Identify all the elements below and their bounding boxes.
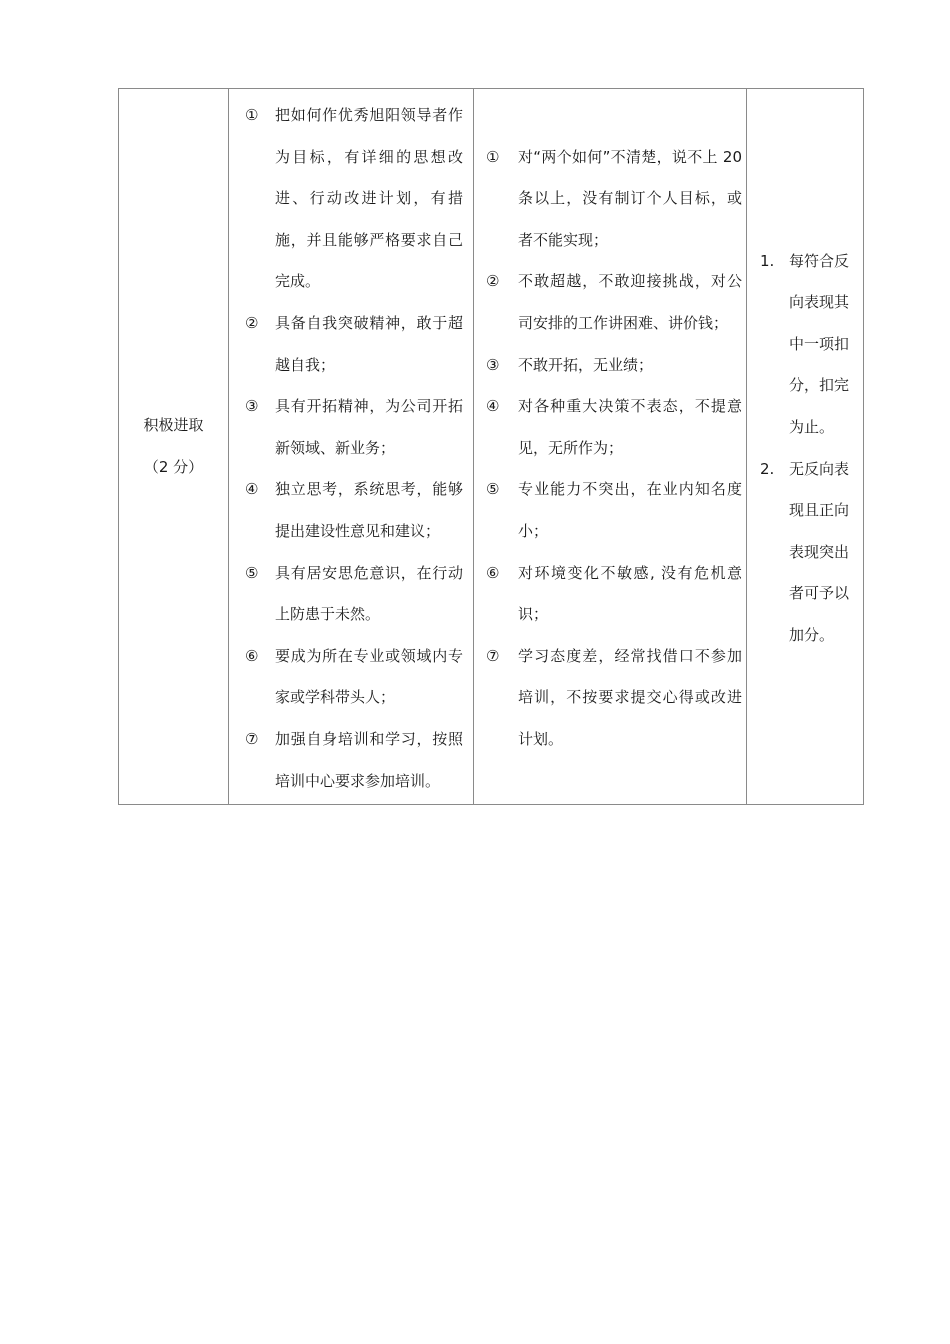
item-text: 具备自我突破精神，敢于超越自我； (275, 313, 463, 374)
rule-text: 无反向表现且正向表现突出者可予以加分。 (789, 459, 850, 644)
item-number: ④ (486, 397, 500, 416)
negative-item (486, 261, 742, 344)
item-number: ① (486, 147, 500, 166)
negatives-cell (474, 89, 747, 805)
scoring-rule (753, 449, 859, 657)
standard-item (245, 386, 463, 469)
item-number: ③ (486, 355, 500, 374)
item-text: 具有居安思危意识，在行动上防患于未然。 (275, 563, 463, 624)
category-name: 积极进取 (143, 415, 204, 434)
negative-item (486, 137, 742, 262)
negative-item (486, 345, 742, 387)
standard-item (245, 303, 463, 386)
negative-item (486, 386, 742, 469)
item-number: ⑦ (245, 729, 259, 748)
item-number: ④ (245, 480, 259, 499)
item-text: 对环境变化不敏感, 没有危机意识； (518, 563, 742, 624)
category-score: （2 分） (143, 457, 204, 476)
category-cell (119, 89, 229, 805)
standard-item (245, 469, 463, 552)
item-text: 把如何作优秀旭阳领导者作为目标，有详细的思想改进、行动改进计划，有措施，并且能够严格要求自己完成。 (275, 106, 463, 291)
rule-number: 1. (760, 251, 775, 270)
item-number: ② (486, 272, 500, 291)
scoring-rule (753, 241, 859, 449)
standard-item (245, 553, 463, 636)
standard-item (245, 95, 463, 303)
standard-item (245, 719, 463, 802)
item-number: ① (245, 106, 259, 124)
negative-item (486, 469, 742, 552)
item-number: ③ (245, 397, 259, 416)
standard-item (245, 636, 463, 719)
negative-item (486, 636, 742, 761)
item-number: ⑥ (486, 563, 500, 582)
item-number: ⑥ (245, 646, 259, 665)
item-text: 独立思考，系统思考，能够提出建设性意见和建议； (275, 480, 463, 540)
table-row (119, 89, 864, 805)
item-text: 对各种重大决策不表态，不提意见，无所作为； (518, 397, 742, 457)
rule-number: 2. (760, 459, 775, 478)
item-number: ⑤ (486, 480, 500, 499)
item-text: 要成为所在专业或领域内专家或学科带头人； (275, 646, 463, 707)
rule-text: 每符合反向表现其中一项扣分，扣完为止。 (789, 251, 850, 436)
item-text: 具有开拓精神，为公司开拓新领域、新业务； (275, 397, 463, 457)
item-number: ⑦ (486, 646, 500, 665)
standards-cell (229, 89, 474, 805)
item-number: ⑤ (245, 563, 259, 582)
item-text: 加强自身培训和学习，按照培训中心要求参加培训。 (275, 729, 463, 790)
scoring-rules-cell (747, 89, 864, 805)
item-text: 不敢超越，不敢迎接挑战，对公司安排的工作讲困难、讲价钱； (518, 272, 742, 332)
negative-item (486, 553, 742, 636)
item-text: 对“两个如何”不清楚，说不上 20 条以上，没有制订个人目标，或者不能实现； (518, 147, 742, 249)
item-text: 专业能力不突出，在业内知名度小； (518, 480, 742, 540)
item-text: 不敢开拓，无业绩； (518, 355, 654, 374)
item-number: ② (245, 313, 259, 332)
item-text: 学习态度差，经常找借口不参加培训，不按要求提交心得或改进计划。 (518, 646, 742, 748)
evaluation-table (118, 88, 864, 805)
